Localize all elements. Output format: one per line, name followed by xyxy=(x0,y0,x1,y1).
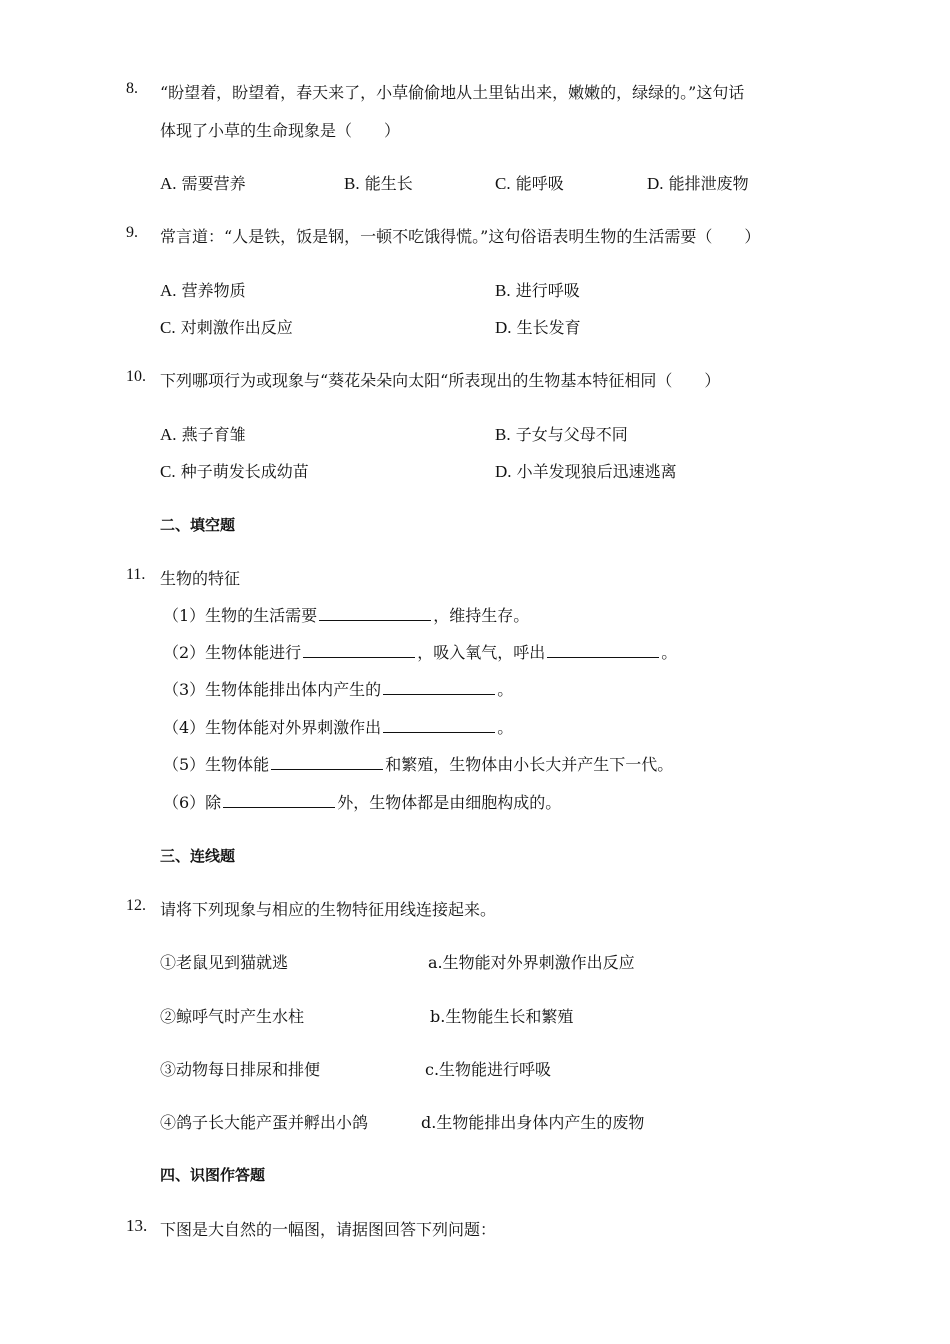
question-stem: 常言道：“人是铁，饭是钢，一顿不吃饿得慌。”这句俗语表明生物的生活需要（ ） xyxy=(160,227,761,246)
fill-text: （1）生物的生活需要 xyxy=(163,606,318,625)
fill-text: ，维持生存。 xyxy=(433,606,530,625)
answer-blank[interactable] xyxy=(383,718,495,733)
option-a xyxy=(160,278,246,301)
option-text: 能排泄废物 xyxy=(668,174,749,193)
match-right-item: d.生物能排出身体内产生的废物 xyxy=(421,1113,645,1132)
option-b xyxy=(344,171,413,194)
fill-text: （4）生物体能对外界刺激作出 xyxy=(163,718,382,737)
option-text: 对刺激作出反应 xyxy=(180,318,293,337)
option-letter: A. xyxy=(160,425,177,444)
option-text: 燕子育雏 xyxy=(181,425,246,444)
option-c xyxy=(495,171,564,194)
section-heading: 四、识图作答题 xyxy=(160,1166,266,1184)
option-d xyxy=(495,315,581,338)
question-stem: “盼望着，盼望着，春天来了，小草偷偷地从土里钻出来，嫩嫩的，绿绿的。”这句话 xyxy=(160,83,745,102)
option-letter: A. xyxy=(160,174,177,193)
fill-item-6 xyxy=(163,790,561,813)
option-text: 种子萌发长成幼苗 xyxy=(180,462,309,481)
question-number: 13. xyxy=(126,1216,148,1235)
fill-item-3 xyxy=(163,677,513,700)
fill-text: 外，生物体都是由细胞构成的。 xyxy=(337,793,562,812)
fill-text: 和繁殖，生物体由小长大并产生下一代。 xyxy=(385,755,674,774)
match-right-item: c.生物能进行呼吸 xyxy=(425,1060,552,1079)
fill-text: 。 xyxy=(661,643,678,662)
section-heading: 二、填空题 xyxy=(160,516,236,534)
match-left-item: ①老鼠见到猫就逃 xyxy=(160,953,289,972)
question-stem: 下图是大自然的一幅图，请据图回答下列问题： xyxy=(160,1220,497,1239)
option-letter: D. xyxy=(495,462,512,481)
fill-item-4 xyxy=(163,715,513,738)
option-letter: C. xyxy=(160,462,176,481)
answer-blank[interactable] xyxy=(303,643,415,658)
fill-text: ，吸入氧气，呼出 xyxy=(417,643,546,662)
option-a xyxy=(160,171,246,194)
option-a xyxy=(160,422,246,445)
answer-blank[interactable] xyxy=(223,793,335,808)
question-number: 12. xyxy=(126,897,146,914)
fill-item-1 xyxy=(163,603,529,626)
match-right-item: a.生物能对外界刺激作出反应 xyxy=(428,953,635,972)
option-text: 能生长 xyxy=(364,174,413,193)
option-c xyxy=(160,315,293,338)
option-text: 生长发育 xyxy=(516,318,581,337)
option-text: 能呼吸 xyxy=(515,174,564,193)
question-stem-continued: 体现了小草的生命现象是（ ） xyxy=(160,121,401,140)
option-text: 需要营养 xyxy=(181,174,246,193)
question-number: 10. xyxy=(126,368,146,385)
fill-item-2 xyxy=(163,640,677,663)
option-b xyxy=(495,422,628,445)
option-letter: B. xyxy=(495,281,511,300)
fill-text: 。 xyxy=(497,718,514,737)
option-letter: A. xyxy=(160,281,177,300)
fill-text: （5）生物体能 xyxy=(163,755,270,774)
answer-blank[interactable] xyxy=(271,755,383,770)
fill-item-5 xyxy=(163,752,673,775)
option-letter: B. xyxy=(495,425,511,444)
option-letter: D. xyxy=(495,318,512,337)
option-d xyxy=(647,171,749,194)
option-text: 子女与父母不同 xyxy=(515,425,628,444)
option-d xyxy=(495,459,677,482)
answer-blank[interactable] xyxy=(319,606,431,621)
question-stem: 请将下列现象与相应的生物特征用线连接起来。 xyxy=(160,900,497,919)
fill-text: （3）生物体能排出体内产生的 xyxy=(163,680,382,699)
question-number: 11. xyxy=(126,566,146,583)
option-letter: B. xyxy=(344,174,360,193)
match-left-item: ④鸽子长大能产蛋并孵出小鸽 xyxy=(160,1113,369,1132)
match-left-item: ②鲸呼气时产生水柱 xyxy=(160,1007,305,1026)
answer-blank[interactable] xyxy=(547,643,659,658)
match-left-item: ③动物每日排尿和排便 xyxy=(160,1060,321,1079)
option-text: 营养物质 xyxy=(181,281,246,300)
option-text: 进行呼吸 xyxy=(515,281,580,300)
option-c xyxy=(160,459,309,482)
answer-blank[interactable] xyxy=(383,680,495,695)
question-stem: 生物的特征 xyxy=(160,569,241,588)
question-number: 9. xyxy=(126,224,138,241)
option-b xyxy=(495,278,580,301)
fill-text: （2）生物体能进行 xyxy=(163,643,302,662)
question-number: 8. xyxy=(126,80,138,97)
option-letter: D. xyxy=(647,174,664,193)
match-right-item: b.生物能生长和繁殖 xyxy=(430,1007,574,1026)
fill-text: （6）除 xyxy=(163,793,222,812)
option-letter: C. xyxy=(160,318,176,337)
section-heading: 三、连线题 xyxy=(160,847,236,865)
question-stem: 下列哪项行为或现象与“葵花朵朵向太阳“所表现出的生物基本特征相同（ ） xyxy=(160,371,721,390)
option-letter: C. xyxy=(495,174,511,193)
option-text: 小羊发现狼后迅速逃离 xyxy=(516,462,677,481)
fill-text: 。 xyxy=(497,680,514,699)
